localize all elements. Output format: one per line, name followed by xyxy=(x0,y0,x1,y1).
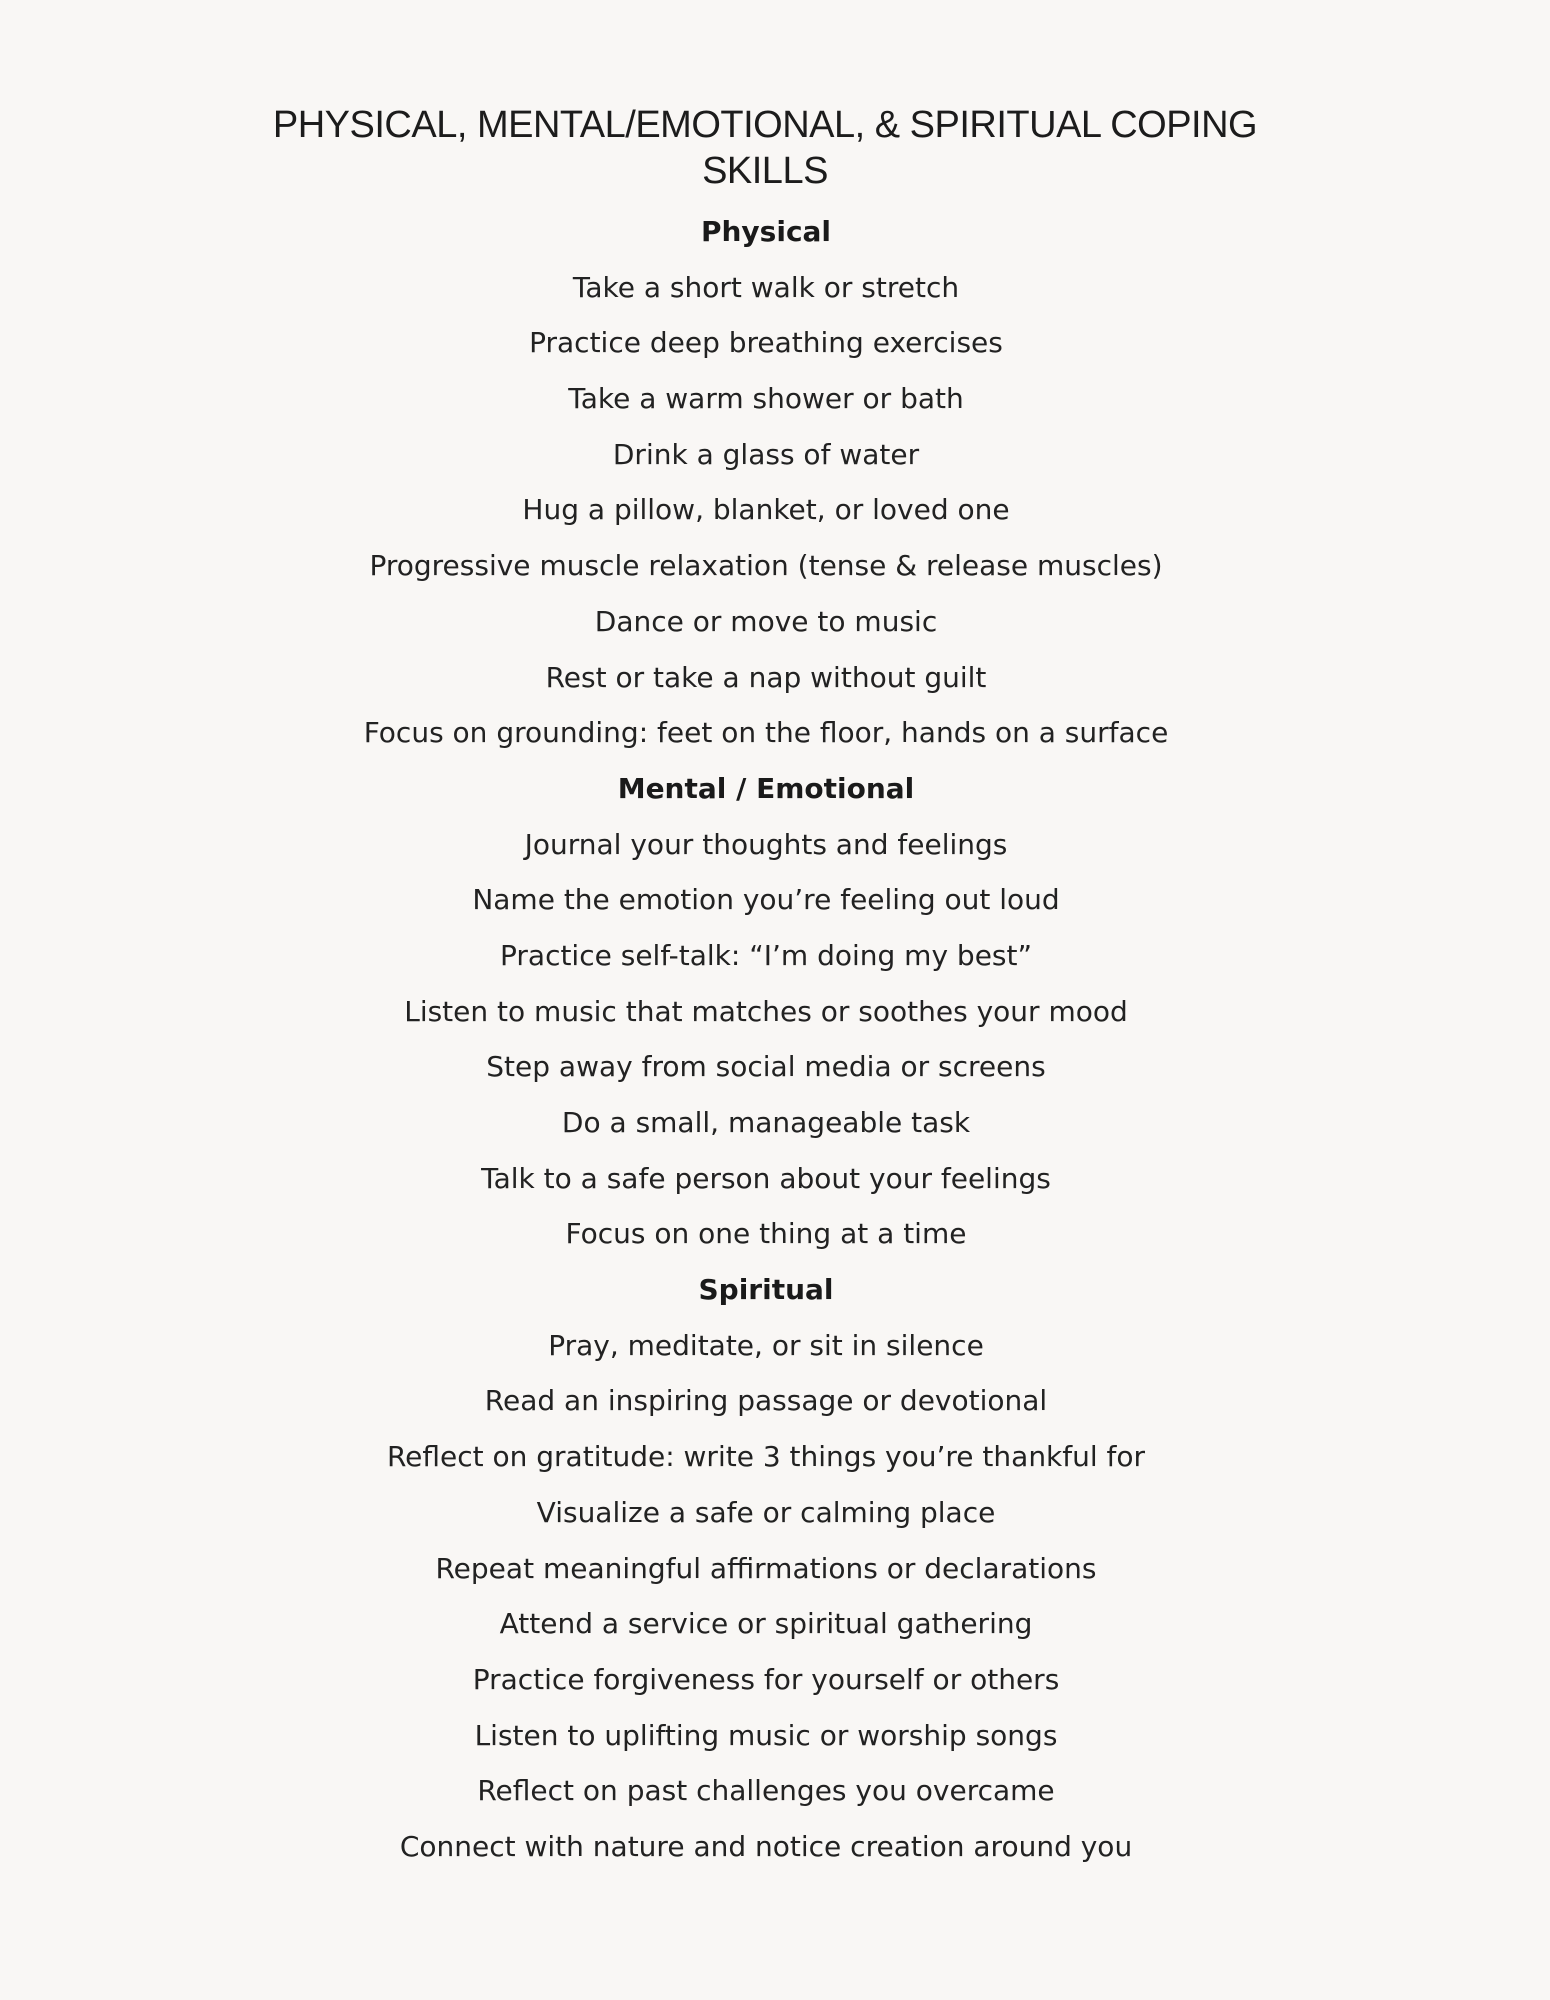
list-item: Attend a service or spiritual gathering xyxy=(499,1607,1033,1641)
list-item: Connect with nature and notice creation around you xyxy=(399,1829,1133,1863)
list-item: Dance or move to music xyxy=(594,604,938,638)
list-item: Drink a glass of water xyxy=(612,437,920,471)
list-item: Progressive muscle relaxation (tense & release muscles) xyxy=(369,549,1163,583)
section-heading-physical: Physical xyxy=(700,215,832,248)
list-item: Reflect on past challenges you overcame xyxy=(477,1774,1055,1808)
title-line-2: SKILLS xyxy=(702,150,828,192)
list-item: Repeat meaningful affirmations or declarations xyxy=(435,1551,1097,1585)
coping-skills-list xyxy=(0,204,1532,1875)
list-item: Talk to a safe person about your feelings xyxy=(481,1161,1051,1195)
list-item: Read an inspiring passage or devotional xyxy=(484,1384,1048,1418)
list-item: Listen to music that matches or soothes your mood xyxy=(404,994,1128,1028)
list-item: Hug a pillow, blanket, or loved one xyxy=(522,493,1010,527)
list-item: Do a small, manageable task xyxy=(561,1106,971,1139)
list-item: Rest or take a nap without guilt xyxy=(545,660,987,694)
list-item: Listen to uplifting music or worship songs xyxy=(474,1718,1058,1752)
list-item: Take a warm shower or bath xyxy=(568,382,964,416)
title-line-1: PHYSICAL, MENTAL/EMOTIONAL, & SPIRITUAL COPING xyxy=(272,104,1258,146)
list-item: Pray, meditate, or sit in silence xyxy=(548,1328,984,1362)
list-item: Focus on grounding: feet on the floor, hands on a surface xyxy=(363,716,1169,750)
list-item: Practice deep breathing exercises xyxy=(529,326,1003,360)
section-heading-mental-emotional: Mental / Emotional xyxy=(617,771,915,805)
list-item: Focus on one thing at a time xyxy=(565,1217,967,1251)
list-item: Step away from social media or screens xyxy=(486,1050,1046,1084)
list-item: Reflect on gratitude: write 3 things you’re thankful for xyxy=(386,1440,1146,1474)
list-item: Practice self-talk: “I’m doing my best” xyxy=(500,938,1032,972)
list-item: Take a short walk or stretch xyxy=(572,270,960,304)
list-item: Visualize a safe or calming place xyxy=(536,1495,996,1529)
list-item: Name the emotion you’re feeling out loud xyxy=(472,883,1060,917)
section-heading-spiritual: Spiritual xyxy=(698,1273,834,1307)
list-item: Journal your thoughts and feelings xyxy=(524,827,1008,861)
list-item: Practice forgiveness for yourself or others xyxy=(472,1662,1060,1696)
page-title xyxy=(260,102,1270,194)
